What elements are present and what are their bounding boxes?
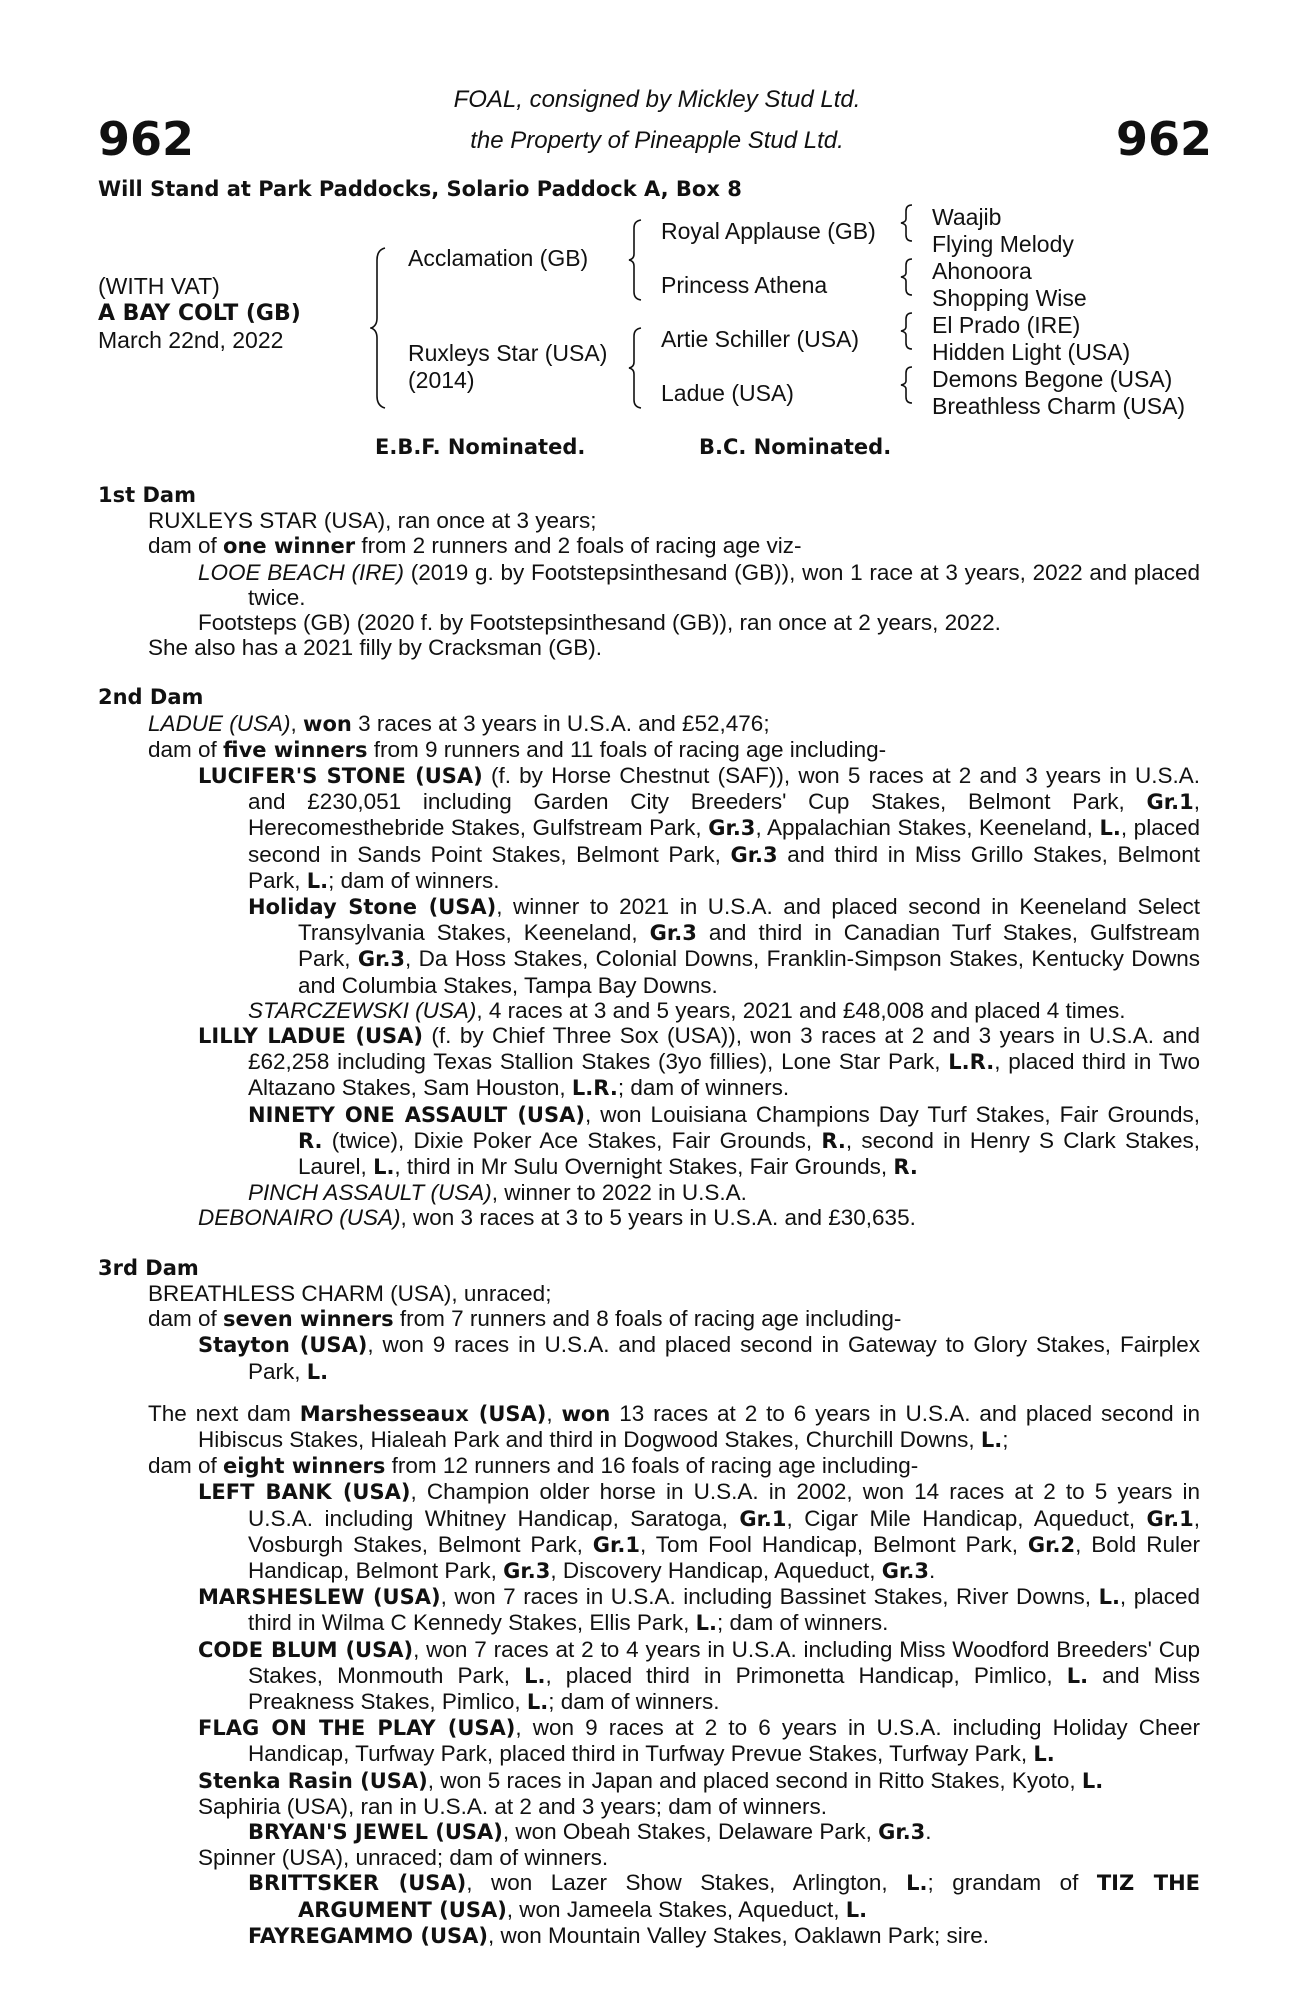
- text-run: , Champion older horse in U.S.A. in 2002, won 14 races at 2 to 5 years in U.S.A. including Whitney Handicap, Saratoga,: [248, 1479, 1201, 1531]
- text-run: ,: [546, 1400, 562, 1426]
- text-run: , won Mountain Valley Stakes, Oaklawn Park; sire.: [487, 1922, 990, 1948]
- text-run: , won Lazer Show Stakes, Arlington,: [466, 1870, 907, 1896]
- italic-run: STARCZEWSKI (USA): [248, 997, 477, 1023]
- bold-run: L.: [306, 1359, 329, 1384]
- text-run: Saphiria (USA), ran in U.S.A. at 2 and 3 years; dam of winners.: [198, 1793, 828, 1819]
- text-run: from 2 runners and 2 foals of racing age viz-: [355, 533, 802, 559]
- bold-run: L.: [1098, 1585, 1120, 1610]
- text-run: , placed second in Sands Point Stakes, Belmont Park,: [248, 815, 1200, 867]
- consignment-line-2: the Property of Pineapple Stud Ltd.: [470, 127, 844, 154]
- pedigree-dam-sire: Artie Schiller (USA): [661, 326, 860, 352]
- bc-nomination: B.C. Nominated.: [699, 435, 892, 459]
- consignment-line-1: FOAL, consigned by Mickley Stud Ltd.: [453, 86, 861, 113]
- record-paragraph: [98, 1870, 1200, 1922]
- pedigree-g8: Breathless Charm (USA): [932, 393, 1186, 419]
- bold-run: Gr.3: [878, 1819, 926, 1844]
- pedigree-g6: Hidden Light (USA): [932, 339, 1131, 365]
- bold-run: LEFT BANK (USA): [198, 1480, 411, 1505]
- text-run: , placed third in Two Altazano Stakes, Sam Houston,: [248, 1049, 1201, 1101]
- bold-run: Stayton (USA): [198, 1333, 368, 1358]
- pedigree-dam-dam: Ladue (USA): [661, 380, 794, 406]
- bold-run: L.: [906, 1871, 928, 1896]
- pedigree-dam-name: Ruxleys Star (USA): [408, 340, 608, 366]
- text-run: 3 races at 3 years in U.S.A. and £52,476;: [351, 710, 770, 736]
- bold-run: FAYREGAMMO (USA): [248, 1923, 488, 1948]
- record-paragraph: [98, 998, 1200, 1023]
- text-run: (f. by Chief Three Sox (USA)), won 3 races at 2 and 3 years in U.S.A. and £62,258 including Texas Stallion Stakes (3yo fillies), Lone Star Park,: [248, 1023, 1200, 1075]
- bold-run: Marshesseaux (USA): [299, 1401, 547, 1426]
- text-run: BREATHLESS CHARM (USA), unraced;: [148, 1280, 552, 1306]
- pedigree-brace-g4: [900, 365, 914, 405]
- section-heading: 3rd Dam: [98, 1255, 199, 1280]
- lot-number-right: 962: [1116, 112, 1213, 166]
- record-paragraph: [98, 711, 1200, 737]
- bold-run: Gr.3: [649, 921, 697, 946]
- pedigree-g3: Ahonoora: [932, 258, 1032, 284]
- stand-location: Will Stand at Park Paddocks, Solario Paddock A, Box 8: [98, 177, 742, 201]
- text-run: ;: [1002, 1426, 1009, 1452]
- horse-name: A BAY COLT (GB): [98, 301, 301, 326]
- bold-run: Stenka Rasin (USA): [198, 1768, 428, 1793]
- record-paragraph: [98, 533, 1200, 559]
- pedigree-g2: Flying Melody: [932, 231, 1074, 257]
- text-run: The next dam: [148, 1400, 300, 1426]
- text-run: .: [928, 1557, 936, 1583]
- text-run: and Miss Preakness Stakes, Pimlico,: [248, 1662, 1200, 1714]
- text-run: dam of: [148, 1306, 224, 1332]
- record-paragraph: [98, 1819, 1200, 1845]
- text-run: ; dam of winners.: [717, 1610, 889, 1636]
- pedigree-brace-g3: [900, 311, 914, 351]
- text-run: , winner to 2022 in U.S.A.: [491, 1180, 747, 1206]
- text-run: , won 7 races at 2 to 4 years in U.S.A. including Miss Woodford Breeders' Cup Stakes, Monmouth Park,: [248, 1636, 1200, 1688]
- record-paragraph: [98, 508, 1200, 533]
- bold-run: Holiday Stone (USA): [248, 895, 497, 920]
- bold-run: R.: [893, 1155, 918, 1180]
- record-paragraph: [98, 1715, 1200, 1767]
- pedigree-brace-sire: [628, 218, 644, 302]
- bold-run: one winner: [223, 534, 356, 559]
- pedigree-g1: Waajib: [932, 204, 1002, 230]
- text-run: , Vosburgh Stakes, Belmont Park,: [248, 1505, 1200, 1557]
- pedigree-sire-sire: Royal Applause (GB): [661, 218, 876, 244]
- italic-run: LOOE BEACH (IRE): [198, 559, 405, 585]
- bold-run: Gr.1: [1146, 1506, 1194, 1531]
- text-run: (f. by Horse Chestnut (SAF)), won 5 races at 2 and 3 years in U.S.A. and £230,051 including Garden City Breeders' Cup Stakes, Belmont Park,: [248, 763, 1201, 815]
- text-run: , won 5 races in Japan and placed second in Ritto Stakes, Kyoto,: [427, 1767, 1082, 1793]
- bold-run: FLAG ON THE PLAY (USA): [198, 1716, 516, 1741]
- bold-run: L.: [524, 1663, 546, 1688]
- record-paragraph: [98, 763, 1200, 894]
- record-paragraph: [98, 1306, 1200, 1332]
- text-run: ; dam of winners.: [548, 1688, 720, 1714]
- bold-run: Gr.3: [881, 1558, 929, 1583]
- section-3: [98, 1256, 1200, 1385]
- record-paragraph: [98, 1584, 1200, 1636]
- bold-run: Gr.1: [592, 1532, 640, 1557]
- record-paragraph: [98, 1479, 1200, 1584]
- bold-run: Gr.3: [730, 842, 778, 867]
- italic-run: LADUE (USA): [148, 710, 291, 736]
- record-paragraph: [98, 1637, 1200, 1716]
- text-run: , Tom Fool Handicap, Belmont Park,: [640, 1531, 1028, 1557]
- bold-run: LUCIFER'S STONE (USA): [198, 764, 483, 789]
- bold-run: seven winners: [223, 1307, 394, 1332]
- produce-record: [98, 483, 1200, 1949]
- pedigree-g4: Shopping Wise: [932, 285, 1087, 311]
- record-paragraph: [98, 1205, 1200, 1230]
- section-heading: 2nd Dam: [98, 685, 204, 710]
- text-run: and third in Canadian Turf Stakes, Gulfstream Park,: [298, 920, 1201, 972]
- text-run: and third in Miss Grillo Stakes, Belmont Park,: [248, 841, 1201, 893]
- bold-run: BRYAN'S JEWEL (USA): [248, 1819, 503, 1844]
- pedigree-sire-dam: Princess Athena: [661, 272, 828, 298]
- text-run: ; grandam of: [927, 1870, 1097, 1896]
- italic-run: DEBONAIRO (USA): [198, 1205, 401, 1231]
- text-run: dam of: [148, 1453, 224, 1479]
- record-paragraph: [98, 1401, 1200, 1453]
- record-paragraph: [98, 1281, 1200, 1306]
- bold-run: L.: [1081, 1768, 1104, 1793]
- text-run: dam of: [148, 736, 224, 762]
- record-paragraph: [98, 1180, 1200, 1205]
- pedigree-brace-main: [370, 246, 390, 410]
- bold-run: L.: [373, 1155, 395, 1180]
- foaling-date: March 22nd, 2022: [98, 327, 284, 353]
- text-run: , won 3 races at 3 to 5 years in U.S.A. and £30,635.: [400, 1205, 916, 1231]
- bold-run: L.R.: [948, 1050, 995, 1075]
- text-run: , second in Henry S Clark Stakes, Laurel,: [298, 1127, 1200, 1180]
- text-run: , Appalachian Stakes, Keeneland,: [755, 815, 1100, 841]
- text-run: , won 7 races in U.S.A. including Bassinet Stakes, River Downs,: [440, 1584, 1099, 1610]
- bold-run: L.: [1033, 1742, 1055, 1767]
- text-run: , Discovery Handicap, Aqueduct,: [550, 1557, 882, 1583]
- text-run: Spinner (USA), unraced; dam of winners.: [198, 1845, 609, 1871]
- text-run: She also has a 2021 filly by Cracksman (GB).: [148, 635, 602, 661]
- bold-run: L.: [1099, 816, 1121, 841]
- bold-run: Gr.1: [739, 1506, 787, 1531]
- text-run: , Bold Ruler Handicap, Belmont Park,: [248, 1531, 1200, 1583]
- text-run: , placed third in Primonetta Handicap, Pimlico,: [545, 1662, 1067, 1688]
- pedigree-dam-year: (2014): [408, 367, 475, 393]
- text-run: dam of: [148, 533, 224, 559]
- record-paragraph: [98, 1768, 1200, 1794]
- text-run: from 7 runners and 8 foals of racing age including-: [393, 1306, 902, 1332]
- text-run: , 4 races at 3 and 5 years, 2021 and £48,008 and placed 4 times.: [476, 997, 1126, 1023]
- bold-run: Gr.1: [1146, 790, 1194, 815]
- pedigree-brace-g1: [900, 203, 914, 243]
- text-run: , won Jameela Stakes, Aqueduct,: [506, 1896, 846, 1922]
- section-heading: 1st Dam: [98, 483, 196, 507]
- section-4: [98, 1401, 1200, 1949]
- record-paragraph: [98, 894, 1200, 998]
- ebf-nomination: E.B.F. Nominated.: [375, 435, 586, 459]
- bold-run: won: [561, 1401, 611, 1426]
- bold-run: L.: [526, 1689, 549, 1714]
- text-run: , Herecomesthebride Stakes, Gulfstream Park,: [248, 789, 1200, 841]
- record-paragraph: [98, 1453, 1200, 1479]
- lot-number-left: 962: [98, 112, 195, 166]
- bold-run: MARSHESLEW (USA): [198, 1585, 441, 1610]
- record-paragraph: [98, 1102, 1200, 1181]
- bold-run: won: [303, 711, 352, 736]
- bold-run: L.: [695, 1611, 718, 1636]
- record-paragraph: [98, 635, 1200, 660]
- pedigree-g7: Demons Begone (USA): [932, 366, 1173, 392]
- record-paragraph: [98, 1923, 1200, 1949]
- text-run: from 9 runners and 11 foals of racing age including-: [367, 736, 887, 762]
- text-run: ,: [290, 710, 304, 736]
- record-paragraph: [98, 610, 1200, 635]
- text-run: , winner to 2021 in U.S.A. and placed second in Keeneland Select Transylvania Stakes, Keeneland,: [298, 894, 1200, 946]
- bold-run: Gr.3: [708, 816, 756, 841]
- text-run: RUXLEYS STAR (USA), ran once at 3 years;: [148, 508, 597, 534]
- text-run: ; dam of winners.: [617, 1075, 790, 1101]
- text-run: , won 9 races at 2 to 6 years in U.S.A. including Holiday Cheer Handicap, Turfway Park, placed third in Turfway Prevue Stakes, Turfway Park,: [248, 1715, 1201, 1767]
- record-paragraph: [98, 737, 1200, 763]
- bold-run: TIZ THE ARGUMENT (USA): [298, 1871, 1200, 1922]
- bold-run: L.: [845, 1897, 868, 1922]
- text-run: .: [925, 1818, 932, 1844]
- record-paragraph: [98, 560, 1200, 610]
- text-run: (twice), Dixie Poker Ace Stakes, Fair Grounds,: [322, 1127, 822, 1153]
- bold-run: eight winners: [223, 1454, 386, 1479]
- text-run: from 12 runners and 16 foals of racing age including-: [385, 1453, 919, 1479]
- text-run: , Cigar Mile Handicap, Aqueduct,: [786, 1505, 1147, 1531]
- pedigree-brace-dam: [628, 326, 644, 410]
- bold-run: LILLY LADUE (USA): [198, 1024, 423, 1049]
- bold-run: L.: [1066, 1663, 1089, 1688]
- text-run: (2019 g. by Footstepsinthesand (GB)), won 1 race at 3 years, 2022 and placed twice.: [248, 559, 1200, 610]
- record-paragraph: [98, 1794, 1200, 1819]
- text-run: ; dam of winners.: [328, 867, 500, 893]
- bold-run: R.: [298, 1128, 323, 1153]
- bold-run: BRITTSKER (USA): [248, 1871, 467, 1896]
- text-run: , won Obeah Stakes, Delaware Park,: [502, 1818, 879, 1844]
- record-paragraph: [98, 1332, 1200, 1384]
- bold-run: Gr.2: [1027, 1532, 1076, 1557]
- bold-run: L.: [980, 1427, 1003, 1452]
- text-run: , Da Hoss Stakes, Colonial Downs, Franklin-Simpson Stakes, Kentucky Downs and Columbia Stakes, Tampa Bay Downs.: [298, 946, 1200, 998]
- record-paragraph: [98, 1845, 1200, 1870]
- bold-run: R.: [821, 1128, 846, 1153]
- bold-run: L.: [306, 868, 329, 893]
- section-1: [98, 483, 1200, 660]
- bold-run: CODE BLUM (USA): [198, 1637, 414, 1662]
- pedigree-brace-g2: [900, 257, 914, 297]
- bold-run: NINETY ONE ASSAULT (USA): [248, 1102, 585, 1127]
- record-paragraph: [98, 1023, 1200, 1102]
- text-run: , placed third in Wilma C Kennedy Stakes, Ellis Park,: [248, 1584, 1200, 1636]
- bold-run: five winners: [223, 737, 368, 762]
- section-2: [98, 685, 1200, 1230]
- vat-note: (WITH VAT): [98, 273, 220, 299]
- bold-run: Gr.3: [503, 1558, 551, 1583]
- text-run: , third in Mr Sulu Overnight Stakes, Fair Grounds,: [394, 1154, 894, 1180]
- text-run: , won 9 races in U.S.A. and placed second in Gateway to Glory Stakes, Fairplex Park,: [248, 1332, 1200, 1384]
- text-run: , won Louisiana Champions Day Turf Stakes, Fair Grounds,: [584, 1101, 1200, 1127]
- pedigree-g5: El Prado (IRE): [932, 312, 1081, 338]
- bold-run: Gr.3: [357, 947, 406, 972]
- text-run: 13 races at 2 to 6 years in U.S.A. and placed second in Hibiscus Stakes, Hialeah Park and third in Dogwood Stakes, Churchill Downs,: [198, 1400, 1201, 1452]
- text-run: Footsteps (GB) (2020 f. by Footstepsinthesand (GB)), ran once at 2 years, 2022.: [198, 610, 1001, 636]
- pedigree-sire: Acclamation (GB): [408, 245, 589, 271]
- italic-run: PINCH ASSAULT (USA): [248, 1180, 492, 1206]
- bold-run: L.R.: [571, 1076, 618, 1101]
